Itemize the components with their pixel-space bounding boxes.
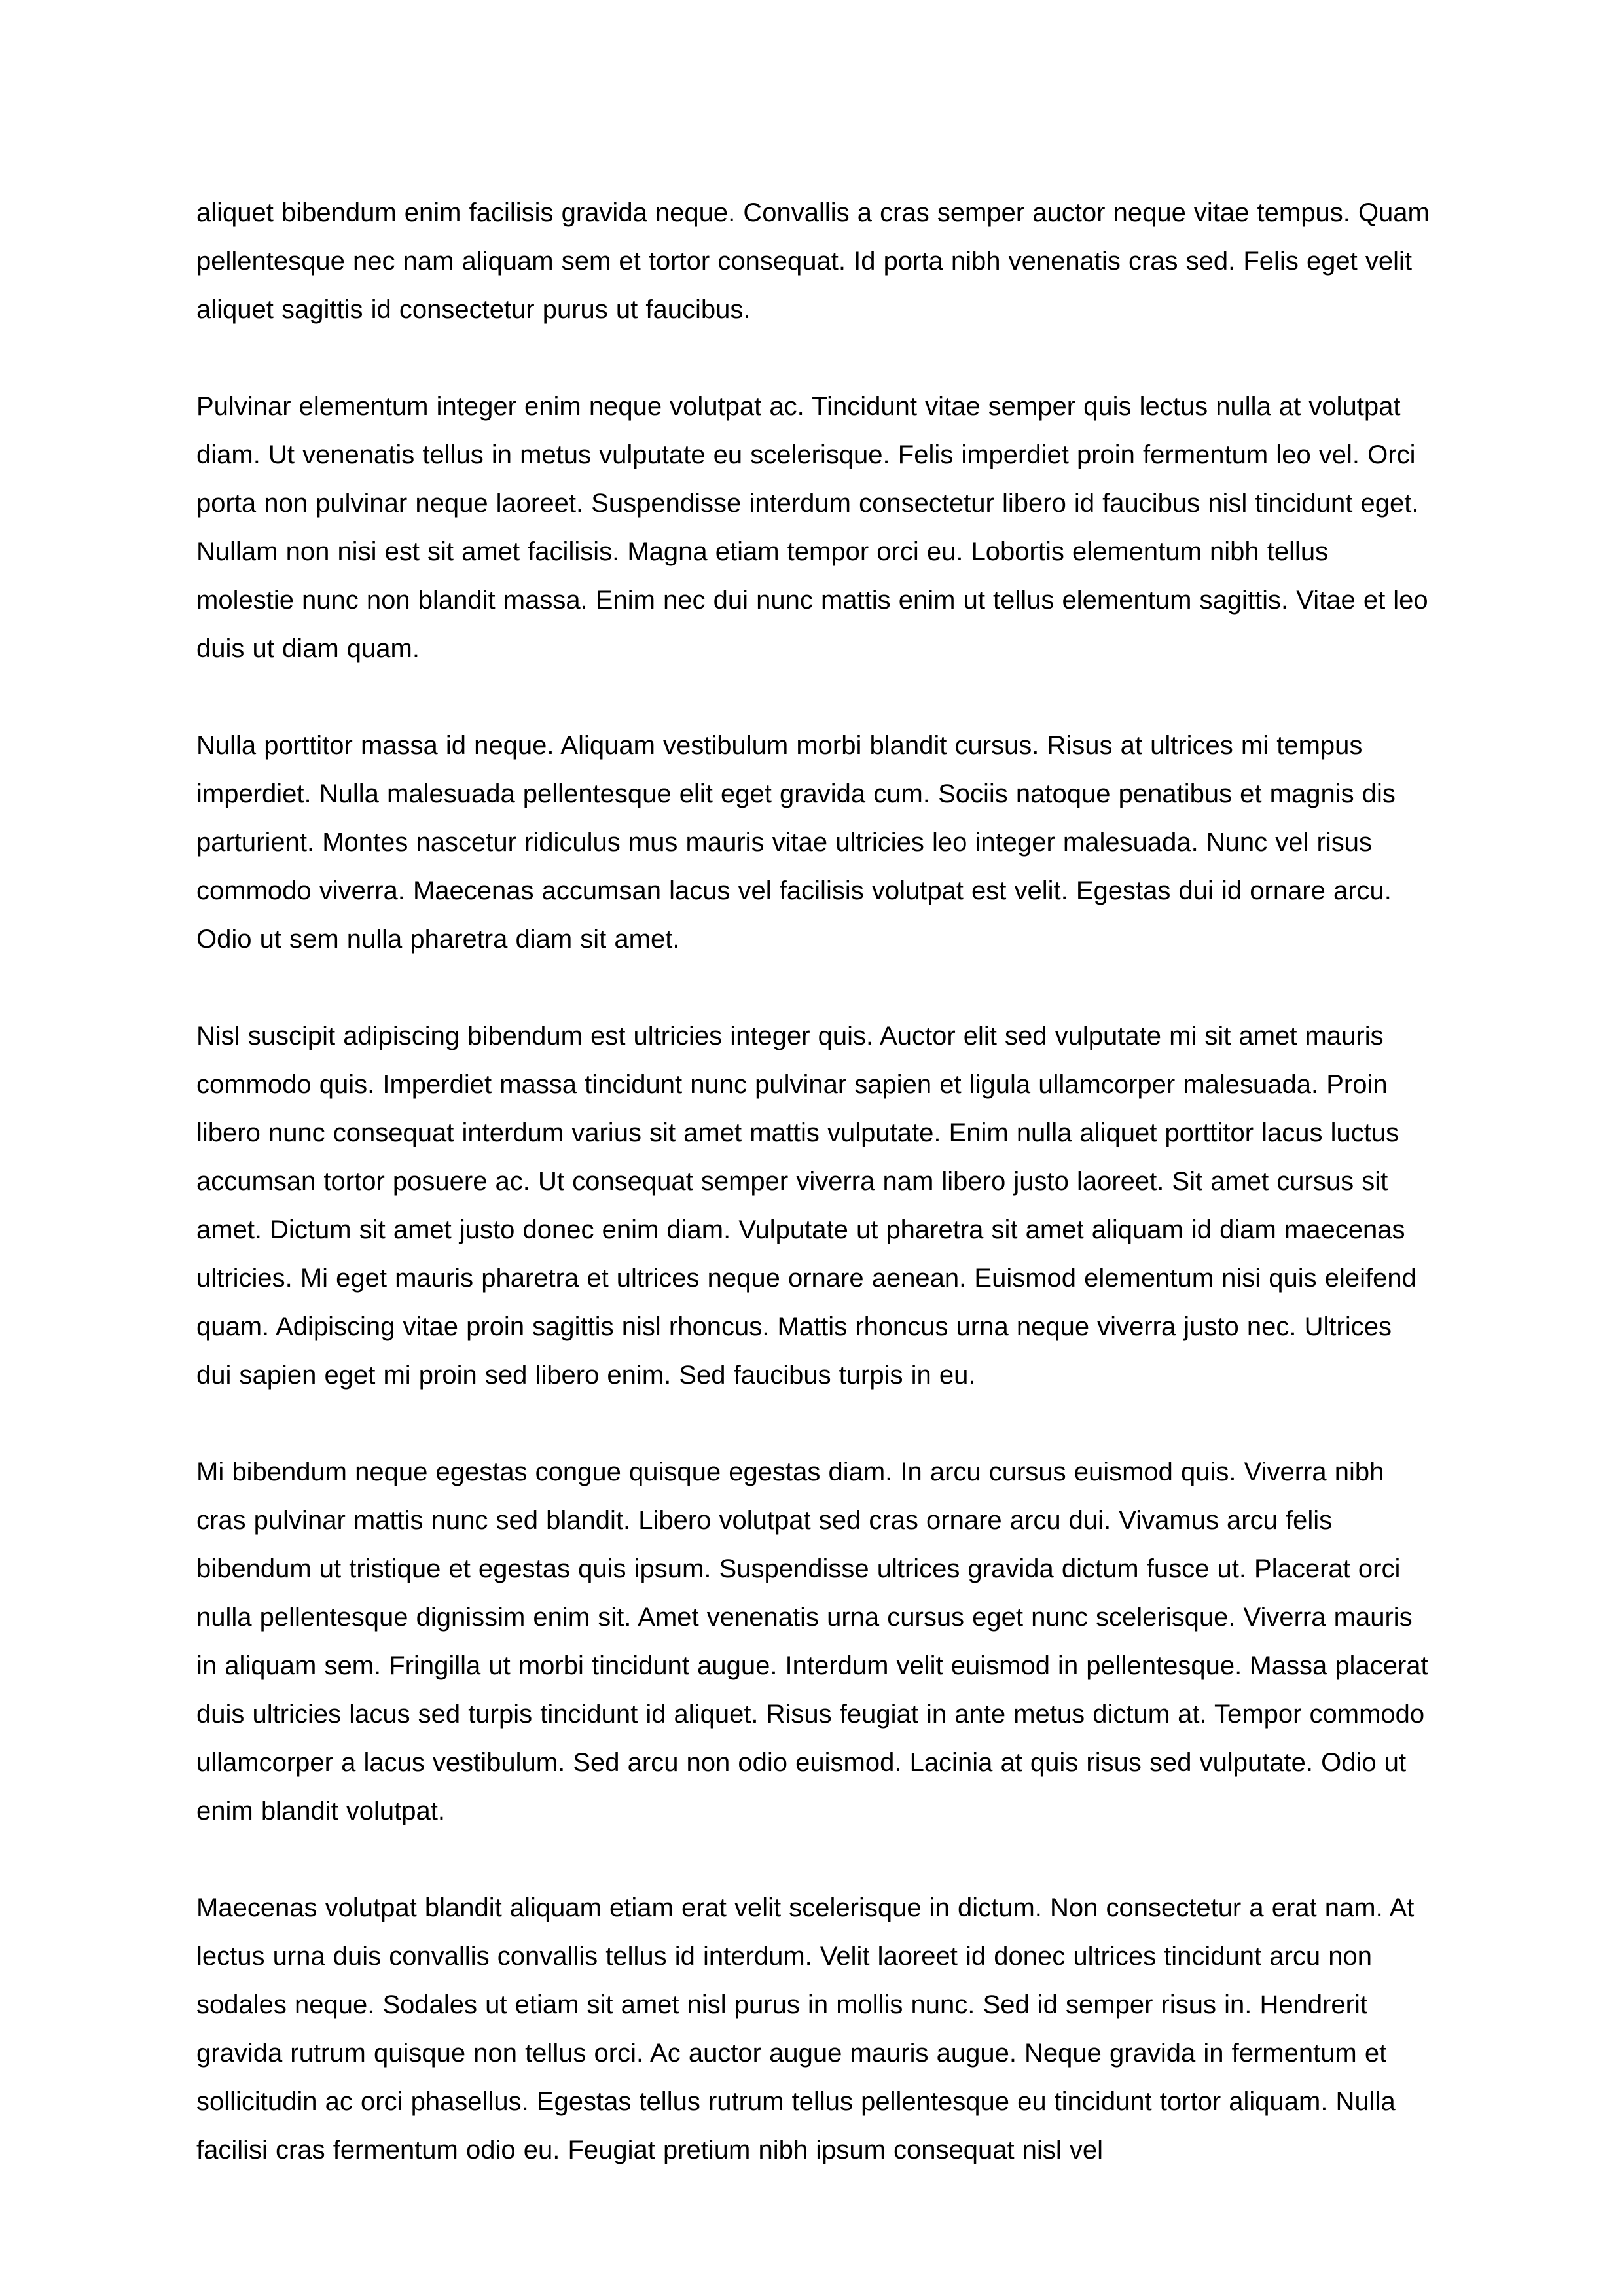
document-text-body — [196, 188, 1430, 2223]
paragraph: Nisl suscipit adipiscing bibendum est ultricies integer quis. Auctor elit sed vulputate mi sit amet mauris commodo quis. Imperdiet massa tincidunt nunc pulvinar sapien et ligula ullamcorper malesuada. Proin libero nunc consequat interdum varius sit amet mattis vulputate. Enim nulla aliquet porttitor lacus luctus accumsan tortor posuere ac. Ut consequat semper viverra nam libero justo laoreet. Sit amet cursus sit amet. Dictum sit amet justo donec enim diam. Vulputate ut pharetra sit amet aliquam id diam maecenas ultricies. Mi eget mauris pharetra et ultrices neque ornare aenean. Euismod elementum nisi quis eleifend quam. Adipiscing vitae proin sagittis nisl rhoncus. Mattis rhoncus urna neque viverra justo nec. Ultrices dui sapien eget mi proin sed libero enim. Sed faucibus turpis in eu. — [196, 1022, 1416, 1390]
paragraph: Mi bibendum neque egestas congue quisque egestas diam. In arcu cursus euismod quis. Viverra nibh cras pulvinar mattis nunc sed blandit. Libero volutpat sed cras ornare arcu dui. Vivamus arcu felis bibendum ut tristique et egestas quis ipsum. Suspendisse ultrices gravida dictum fusce ut. Placerat orci nulla pellentesque dignissim enim sit. Amet venenatis urna cursus eget nunc scelerisque. Viverra mauris in aliquam sem. Fringilla ut morbi tincidunt augue. Interdum velit euismod in pellentesque. Massa placerat duis ultricies lacus sed turpis tincidunt id aliquet. Risus feugiat in ante metus dictum at. Tempor commodo ullamcorper a lacus vestibulum. Sed arcu non odio euismod. Lacinia at quis risus sed vulputate. Odio ut enim blandit volutpat. — [196, 1458, 1428, 1825]
paragraph: Pulvinar elementum integer enim neque volutpat ac. Tincidunt vitae semper quis lectus nulla at volutpat diam. Ut venenatis tellus in metus vulputate eu scelerisque. Felis imperdiet proin fermentum leo vel. Orci porta non pulvinar neque laoreet. Suspendisse interdum consectetur libero id faucibus nisl tincidunt eget. Nullam non nisi est sit amet facilisis. Magna etiam tempor orci eu. Lobortis elementum nibh tellus molestie nunc non blandit massa. Enim nec dui nunc mattis enim ut tellus elementum sagittis. Vitae et leo duis ut diam quam. — [196, 392, 1428, 663]
paragraph: aliquet bibendum enim facilisis gravida neque. Convallis a cras semper auctor neque vitae tempus. Quam pellentesque nec nam aliquam sem et tortor consequat. Id porta nibh venenatis cras sed. Felis eget velit aliquet sagittis id consectetur purus ut faucibus. — [196, 198, 1430, 324]
paragraph: Nulla porttitor massa id neque. Aliquam vestibulum morbi blandit cursus. Risus at ultrices mi tempus imperdiet. Nulla malesuada pellentesque elit eget gravida cum. Sociis natoque penatibus et magnis dis parturient. Montes nascetur ridiculus mus mauris vitae ultricies leo integer malesuada. Nunc vel risus commodo viverra. Maecenas accumsan lacus vel facilisis volutpat est velit. Egestas dui id ornare arcu. Odio ut sem nulla pharetra diam sit amet. — [196, 731, 1396, 954]
paragraph: Maecenas volutpat blandit aliquam etiam erat velit scelerisque in dictum. Non consectetur a erat nam. At lectus urna duis convallis convallis tellus id interdum. Velit laoreet id donec ultrices tincidunt arcu non sodales neque. Sodales ut etiam sit amet nisl purus in mollis nunc. Sed id semper risus in. Hendrerit gravida rutrum quisque non tellus orci. Ac auctor augue mauris augue. Neque gravida in fermentum et sollicitudin ac orci phasellus. Egestas tellus rutrum tellus pellentesque eu tincidunt tortor aliquam. Nulla facilisi cras fermentum odio eu. Feugiat pretium nibh ipsum consequat nisl vel — [196, 1893, 1415, 2164]
